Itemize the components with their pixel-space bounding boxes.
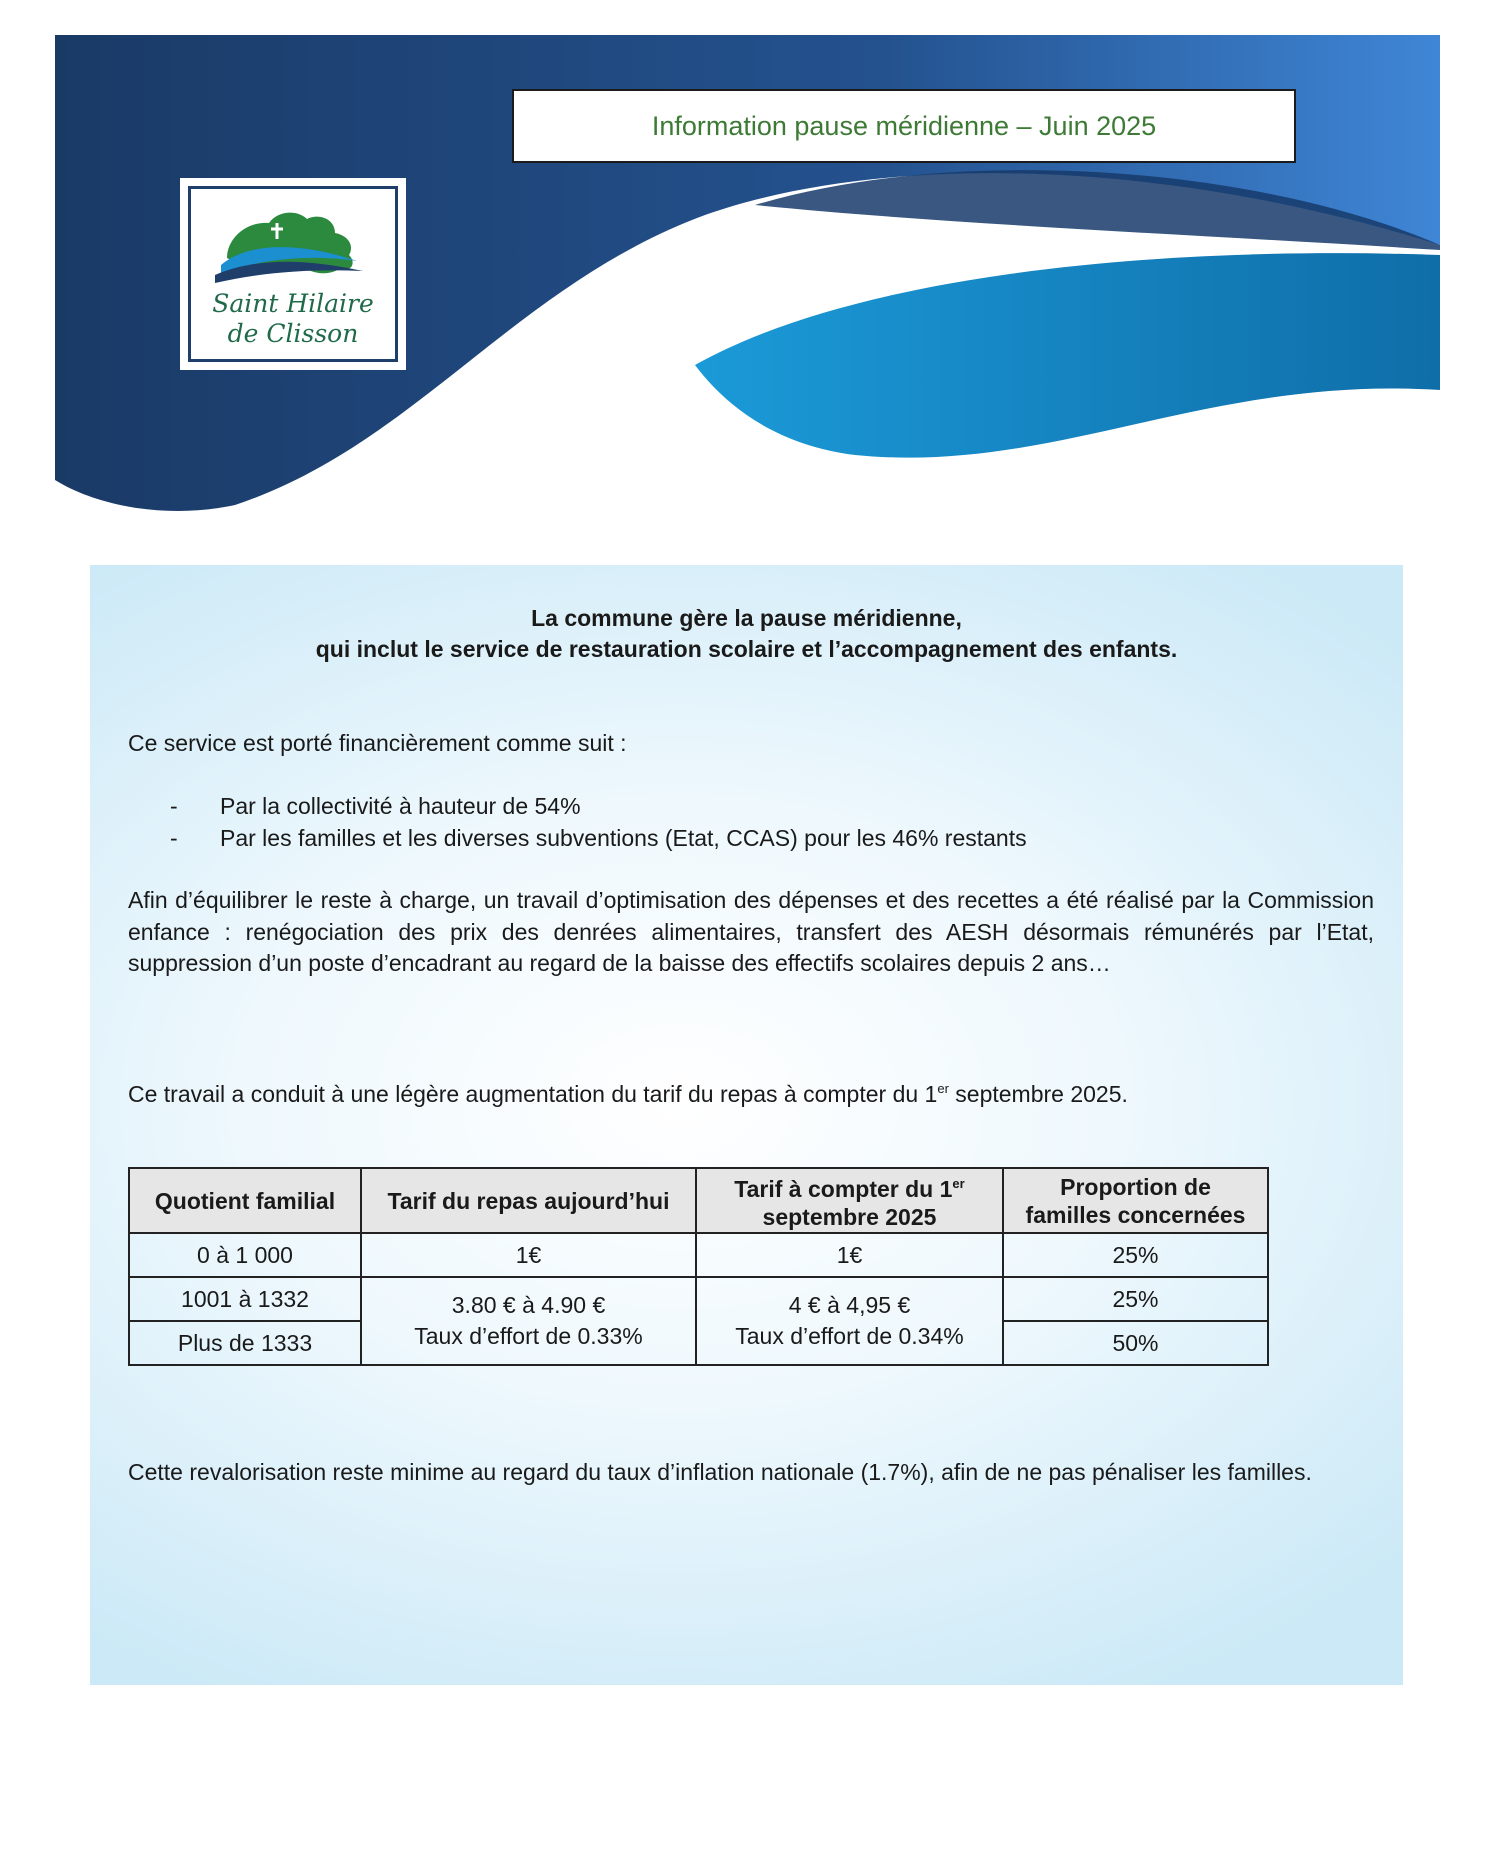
table-row [129,1277,1268,1321]
header-new-price-b: septembre 2025 [762,1204,937,1230]
new-effort: Taux d’effort de 0.34% [735,1323,964,1349]
header-proportion-b: familles concernées [1025,1201,1246,1228]
new-range: 4 € à 4,95 € [788,1292,911,1318]
cell-quotient: Plus de 1333 [129,1321,361,1365]
current-range: 3.80 € à 4.90 € [451,1292,606,1318]
header-proportion [1003,1168,1268,1233]
dash-bullet: - [170,825,178,851]
oak-leaf-windmill-logo-icon [207,203,367,283]
cell-quotient: 1001 à 1332 [129,1277,361,1321]
current-effort: Taux d’effort de 0.33% [414,1323,643,1349]
cell-quotient: 0 à 1 000 [129,1233,361,1277]
header-new-price-sup: er [952,1176,965,1191]
tariff-table [128,1167,1269,1366]
cell-new-price: 1€ [696,1233,1003,1277]
cell-proportion: 50% [1003,1321,1268,1365]
increase-text-after: septembre 2025. [948,1081,1128,1107]
list-item-text: Par les familles et les diverses subventions (Etat, CCAS) pour les 46% restants [220,825,1027,851]
increase-superscript: er [937,1081,949,1096]
optimisation-paragraph: Afin d’équilibrer le reste à charge, un travail d’optimisation des dépenses et des recettes a été réalisé par la Commission enfance : renégociation des prix des denrées alimentaires, transfert des AESH désormais rémunérés par l’Etat, suppression d’un poste d’encadrant au regard de la baisse des effectifs scolaires depuis 2 ans… [128,887,1374,976]
financing-lead: Ce service est porté financièrement comme suit : [128,730,627,756]
intro-heading [90,603,1403,665]
increase-paragraph [128,1073,1374,1111]
cell-proportion: 25% [1003,1233,1268,1277]
table-header-row [129,1168,1268,1233]
intro-line-2: qui inclut le service de restauration scolaire et l’accompagnement des enfants. [315,636,1178,662]
list-item-text: Par la collectivité à hauteur de 54% [220,793,581,819]
logo-text-line1: Saint Hilaire [212,289,374,318]
cell-proportion: 25% [1003,1277,1268,1321]
dash-bullet: - [170,793,178,819]
intro-line-1: La commune gère la pause méridienne, [531,605,962,631]
list-item [170,790,1027,822]
header-current-price: Tarif du repas aujourd’hui [361,1168,696,1233]
logo-text-line2: de Clisson [227,319,359,348]
list-item [170,822,1027,854]
conclusion-paragraph: Cette revalorisation reste minime au regard du taux d’inflation nationale (1.7%), afin de ne pas pénaliser les familles. [128,1459,1312,1485]
cell-current-price-range [361,1277,696,1365]
header-new-price-a: Tarif à compter du 1 [734,1176,953,1202]
header-new-price [696,1168,1003,1233]
document-title: Information pause méridienne – Juin 2025 [512,89,1296,163]
logo [180,178,406,370]
content-panel [90,565,1403,1685]
header-proportion-a: Proportion de [1060,1173,1211,1200]
header-quotient: Quotient familial [129,1168,361,1233]
financing-list [170,790,1027,854]
cell-new-price-range [696,1277,1003,1365]
table-row [129,1233,1268,1277]
cell-current-price: 1€ [361,1233,696,1277]
increase-text-before: Ce travail a conduit à une légère augmentation du tarif du repas à compter du 1 [128,1081,938,1107]
